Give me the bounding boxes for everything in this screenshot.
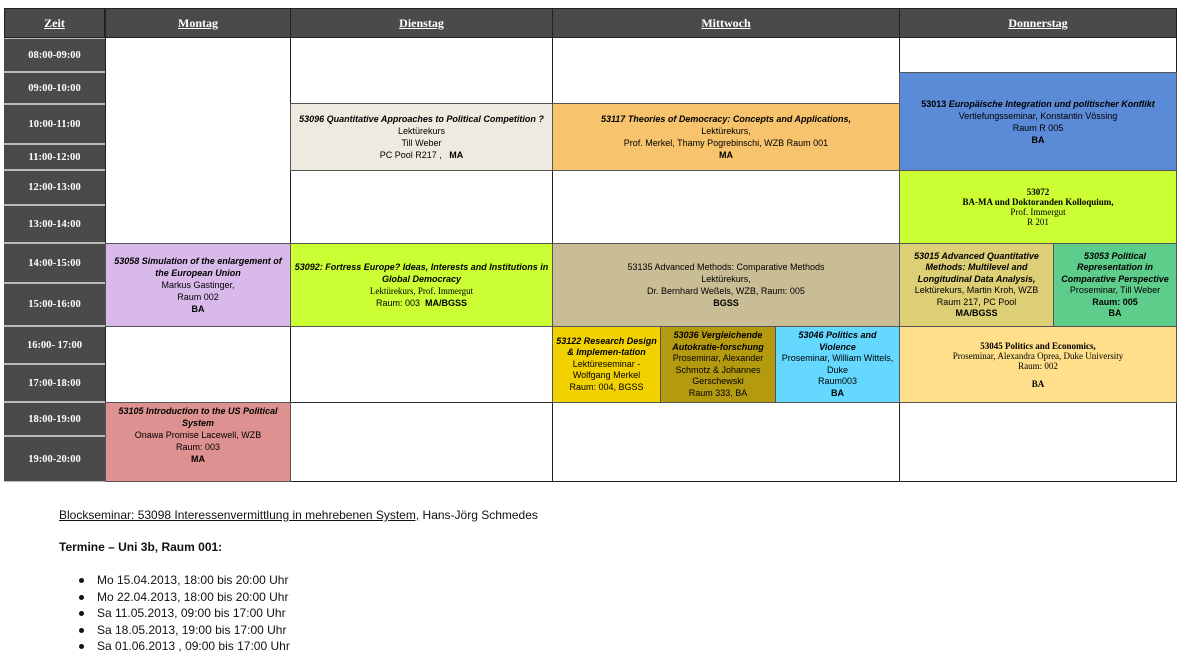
- course-53046[interactable]: [775, 326, 900, 403]
- course-53122[interactable]: [552, 326, 661, 403]
- course-room: Raum: 005: [1092, 296, 1138, 307]
- course-room-line: [380, 149, 464, 161]
- course-degree: BA: [1031, 378, 1045, 389]
- course-type: Lektürekurs, Prof. Immergut: [369, 286, 474, 296]
- course-title: 53117 Theories of Democracy: Concepts and Applications,: [600, 114, 852, 124]
- header-montag: Montag: [105, 8, 291, 38]
- time-slot: 11:00-12:00: [4, 144, 105, 170]
- course-title: 53122 Research Design & Implemen-tation: [556, 335, 657, 358]
- course-teacher: Prof. Merkel, Thamy Pogrebinschi, WZB Raum 001: [623, 138, 829, 148]
- course-room: Raum R 005: [1012, 122, 1064, 133]
- course-title: 53046 Politics and Violence: [798, 330, 877, 352]
- course-53135[interactable]: [552, 243, 900, 327]
- course-teacher: Markus Gastinger,: [161, 280, 235, 290]
- course-teacher: Proseminar, Alexander Schmotz & Johannes Gerschewski: [672, 353, 764, 386]
- course-title: 53105 Introduction to the US Political System: [118, 406, 278, 428]
- time-slot: 13:00-14:00: [4, 205, 105, 243]
- course-teacher: Proseminar, Alexandra Oprea, Duke University: [952, 350, 1124, 361]
- course-53117[interactable]: [552, 103, 900, 171]
- course-room: Raum: 004, BGSS: [569, 381, 644, 392]
- course-room: Raum: 003: [175, 442, 221, 452]
- block-seminar: [59, 508, 538, 522]
- bullet-icon: [79, 628, 84, 633]
- date-text: Sa 01.06.2013 , 09:00 bis 17:00 Uhr: [97, 639, 290, 653]
- time-slot: 14:00-15:00: [4, 243, 105, 283]
- course-53105[interactable]: [105, 402, 291, 482]
- time-slot: 19:00-20:00: [4, 436, 105, 482]
- course-type: Lektürekurs,: [701, 126, 751, 136]
- header-donnerstag: Donnerstag: [899, 8, 1177, 38]
- block-seminar-teacher: Hans-Jörg Schmedes: [419, 508, 538, 522]
- course-teacher: Proseminar, Till Weber: [1069, 285, 1161, 295]
- course-room: R 201: [1027, 217, 1049, 227]
- course-degree: BA: [191, 304, 205, 314]
- course-53036[interactable]: [660, 326, 776, 403]
- course-number: 53072: [1026, 187, 1050, 197]
- course-type: Vertiefungsseminar, Konstantin Vössing: [958, 110, 1118, 121]
- time-slot: 12:00-13:00: [4, 170, 105, 205]
- course-title: 53053 Political Representation in Comparative Perspective: [1061, 250, 1169, 284]
- date-text: Mo 15.04.2013, 18:00 bis 20:00 Uhr: [97, 573, 289, 587]
- course-room: Raum: 003: [375, 298, 420, 308]
- bullet-icon: [79, 611, 84, 616]
- list-item: [79, 605, 290, 622]
- list-item: [79, 622, 290, 639]
- time-slot: 15:00-16:00: [4, 283, 105, 326]
- course-title: 53092: Fortress Europe? Ideas, Interests and Institutions in Global Democracy: [294, 262, 549, 284]
- time-slot: 08:00-09:00: [4, 38, 105, 72]
- course-53015[interactable]: [899, 243, 1054, 327]
- time-slot: 09:00-10:00: [4, 72, 105, 104]
- course-53072[interactable]: [899, 170, 1177, 244]
- course-teacher: Dr. Bernhard Weßels, WZB, Raum: 005: [647, 286, 805, 296]
- course-type: Lektürekurs,: [701, 274, 751, 284]
- date-text: Sa 18.05.2013, 19:00 bis 17:00 Uhr: [97, 622, 287, 637]
- course-degree: MA: [449, 150, 464, 160]
- list-item: [79, 589, 290, 606]
- course-degree: BA: [1108, 308, 1122, 318]
- course-type: Lektürekurs: [397, 126, 446, 136]
- course-room: Raum 217, PC Pool: [936, 296, 1017, 307]
- course-title-line: [921, 98, 1155, 110]
- course-degree: MA/BGSS: [425, 298, 468, 308]
- course-title: 53135 Advanced Methods: Comparative Methods: [627, 262, 825, 272]
- time-slot: 18:00-19:00: [4, 402, 105, 436]
- list-item: [79, 638, 290, 655]
- course-53096[interactable]: [290, 103, 553, 171]
- course-title: 53045 Politics and Economics,: [980, 340, 1096, 351]
- course-number: 53013: [921, 98, 947, 109]
- header-dienstag: Dienstag: [290, 8, 553, 38]
- bullet-icon: [79, 578, 84, 583]
- bullet-icon: [79, 595, 84, 600]
- header-mittwoch: Mittwoch: [552, 8, 900, 38]
- block-seminar-label: Blockseminar: 53098 Interessenvermittlung in mehrebenen System,: [59, 508, 420, 522]
- time-slot: 16:00- 17:00: [4, 326, 105, 364]
- course-title: 53036 Vergleichende Autokratie-forschung: [672, 330, 764, 352]
- course-53058[interactable]: [105, 243, 291, 327]
- course-degree: MA/BGSS: [955, 308, 998, 318]
- course-degree: MA: [191, 454, 205, 464]
- course-title: Europäische Integration und politischer Konflikt: [948, 98, 1155, 109]
- grid-line: [290, 402, 553, 403]
- list-item: [79, 572, 290, 589]
- time-slot: 10:00-11:00: [4, 104, 105, 144]
- course-degree: BA: [1031, 134, 1045, 145]
- time-slot: 17:00-18:00: [4, 364, 105, 402]
- course-53053[interactable]: [1053, 243, 1177, 327]
- course-type: Lektürekurs, Martin Kroh, WZB: [914, 285, 1039, 295]
- course-53092[interactable]: [290, 243, 553, 327]
- header-zeit: Zeit: [4, 8, 105, 38]
- course-room: Raum003: [817, 376, 858, 386]
- course-teacher: Till Weber: [401, 138, 442, 148]
- course-degree: BA: [831, 387, 844, 398]
- course-53013[interactable]: [899, 72, 1177, 171]
- course-room: PC Pool R217 ,: [379, 150, 442, 160]
- course-room-line: [376, 297, 467, 309]
- termine-list: [79, 572, 290, 655]
- course-teacher: Prof. Immergut: [1010, 207, 1066, 217]
- date-text: Mo 22.04.2013, 18:00 bis 20:00 Uhr: [97, 589, 289, 604]
- course-type: Lektüreseminar - Wolfgang Merkel: [572, 358, 641, 381]
- course-degree: BGSS: [713, 298, 739, 308]
- course-room: Raum 333, BA: [688, 387, 748, 398]
- course-title: BA-MA und Doktoranden Kolloquium,: [962, 197, 1114, 207]
- course-room: Raum 002: [177, 292, 219, 302]
- course-degree: MA: [719, 150, 733, 160]
- course-53045[interactable]: [899, 326, 1177, 403]
- course-teacher: Onawa Promise Lacewell, WZB: [134, 430, 262, 440]
- bullet-icon: [79, 644, 84, 649]
- course-room: Raum: 002: [1018, 360, 1058, 371]
- course-title: 53096 Quantitative Approaches to Political Competition ?: [299, 114, 544, 124]
- date-text: Sa 11.05.2013, 09:00 bis 17:00 Uhr: [97, 606, 286, 620]
- course-title: 53015 Advanced Quantitative Methods: Multilevel and Longitudinal Data Analysis,: [914, 250, 1039, 284]
- course-teacher: Proseminar, William Wittels, Duke: [781, 353, 894, 375]
- termine-label: Termine – Uni 3b, Raum 001:: [59, 540, 223, 554]
- course-title: 53058 Simulation of the enlargement of the European Union: [114, 256, 282, 278]
